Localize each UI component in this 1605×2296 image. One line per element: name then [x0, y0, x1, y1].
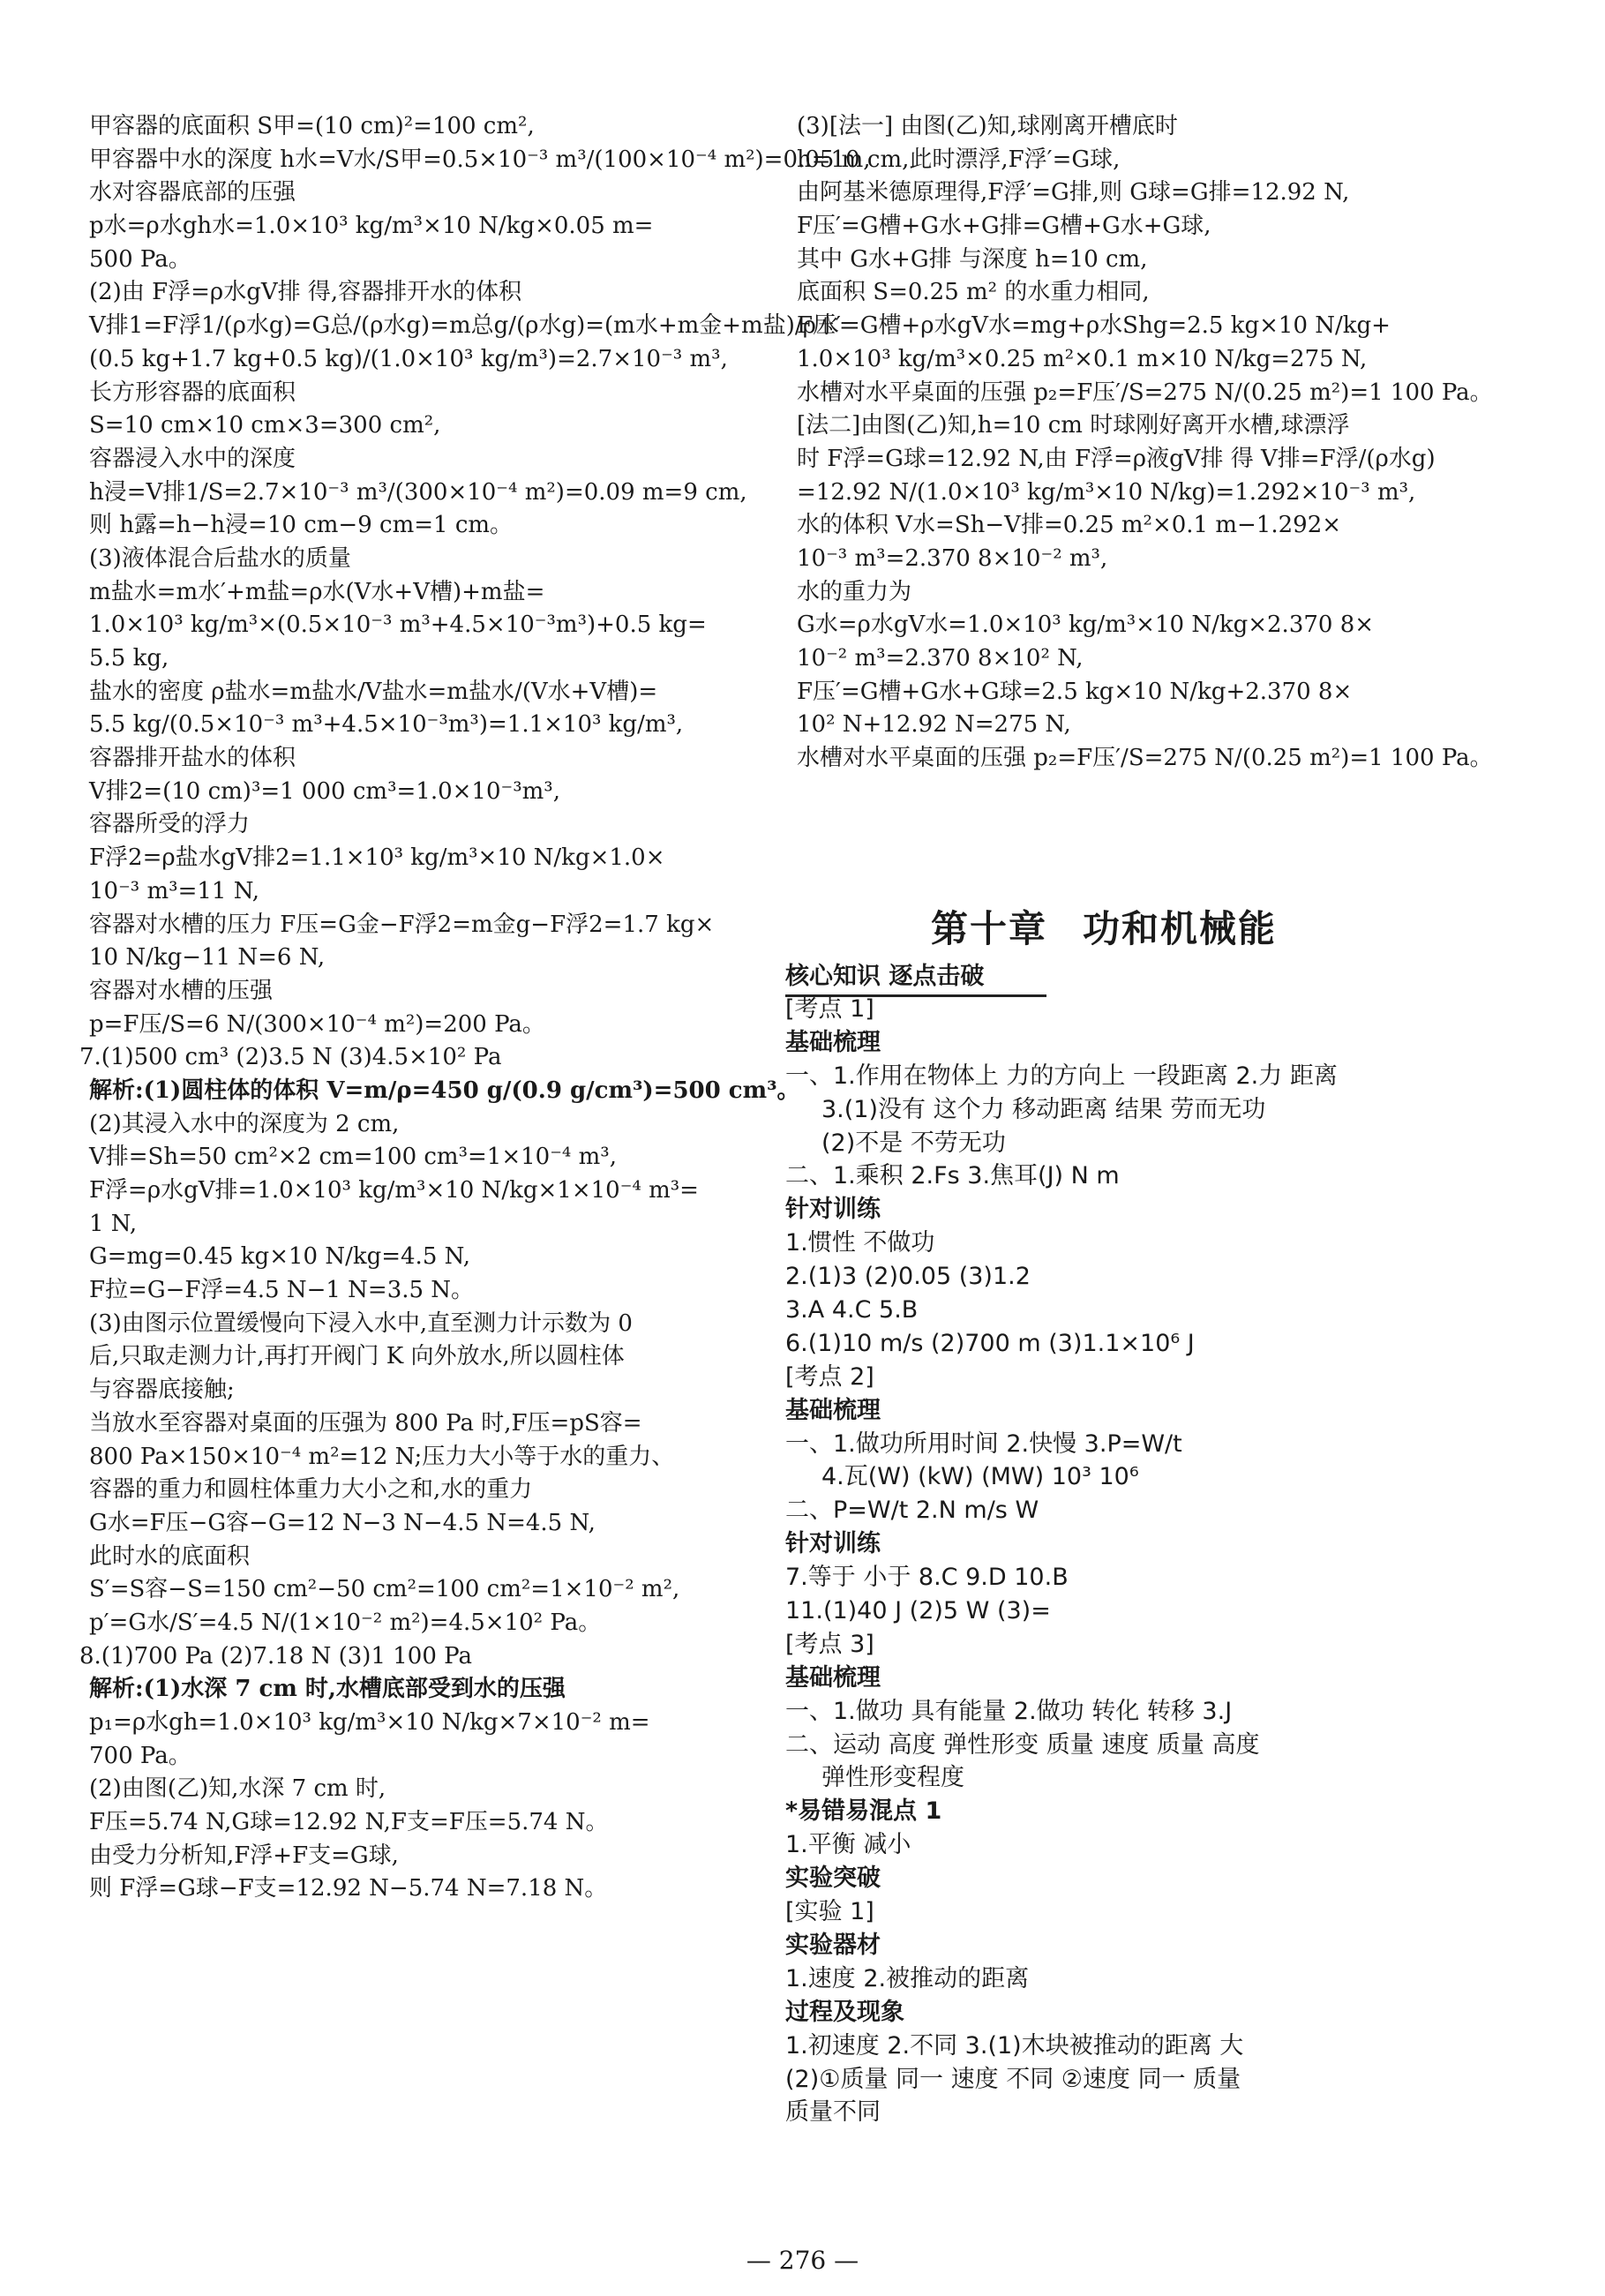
- text-line: 由阿基米德原理得,F浮′=G排,则 G球=G排=12.92 N,: [797, 179, 1350, 206]
- text-line: 800 Pa×150×10⁻⁴ m²=12 N;压力大小等于水的重力、: [89, 1443, 675, 1470]
- text-line: (3)[法一] 由图(乙)知,球刚离开槽底时: [797, 113, 1178, 139]
- text-line: [考点 1]: [785, 995, 874, 1023]
- text-line: 一、1.作用在物体上 力的方向上 一段距离 2.力 距离: [785, 1062, 1338, 1090]
- text-line: 水对容器底部的压强: [89, 179, 296, 206]
- text-line: 水槽对水平桌面的压强 p₂=F压′/S=275 N/(0.25 m²)=1 100 Pa。: [797, 745, 1493, 772]
- text-line: 则 F浮=G球−F支=12.92 N−5.74 N=7.18 N。: [89, 1875, 608, 1902]
- text-line: 容器排开盐水的体积: [89, 745, 296, 772]
- text-line: 此时水的底面积: [89, 1542, 251, 1570]
- text-line: 6.(1)10 m/s (2)700 m (3)1.1×10⁶ J: [785, 1329, 1195, 1357]
- text-line: (3)液体混合后盐水的质量: [89, 544, 351, 572]
- text-line: 基础梳理: [785, 1663, 881, 1692]
- text-line: F压′=G槽+G水+G球=2.5 kg×10 N/kg+2.370 8×: [797, 678, 1353, 705]
- text-line: 1.初速度 2.不同 3.(1)木块被推动的距离 大: [785, 2031, 1244, 2060]
- text-line: 500 Pa。: [89, 245, 191, 273]
- text-line: (2)①质量 同一 速度 不同 ②速度 同一 质量: [785, 2065, 1241, 2093]
- text-line: p水=ρ水gh水=1.0×10³ kg/m³×10 N/kg×0.05 m=: [89, 213, 654, 240]
- text-line: 7.等于 小于 8.C 9.D 10.B: [785, 1564, 1069, 1592]
- text-line: 长方形容器的底面积: [89, 379, 296, 406]
- text-line: 基础梳理: [785, 1396, 881, 1424]
- text-line: 1.惯性 不做功: [785, 1229, 935, 1257]
- text-line: m盐水=m水′+m盐=ρ水(V水+V槽)+m盐=: [89, 578, 545, 605]
- text-line: h浸=V排1/S=2.7×10⁻³ m³/(300×10⁻⁴ m²)=0.09 m=9 cm,: [89, 478, 747, 506]
- text-line: 容器的重力和圆柱体重力大小之和,水的重力: [89, 1476, 533, 1504]
- text-line: 5.5 kg,: [89, 645, 169, 672]
- chapter-number: 第十章: [931, 907, 1048, 950]
- text-line: 水槽对水平桌面的压强 p₂=F压′/S=275 N/(0.25 m²)=1 100 Pa。: [797, 379, 1493, 406]
- text-line: [考点 2]: [785, 1362, 874, 1391]
- text-line: 甲容器的底面积 S甲=(10 cm)²=100 cm²,: [89, 113, 535, 139]
- text-line: 二、运动 高度 弹性形变 质量 速度 质量 高度: [785, 1730, 1260, 1759]
- text-line: 容器对水槽的压强: [89, 977, 274, 1004]
- text-line: F压′=G槽+G水+G排=G槽+G水+G球,: [797, 213, 1211, 240]
- text-line: 甲容器中水的深度 h水=V水/S甲=0.5×10⁻³ m³/(100×10⁻⁴ m²)=0.05 m,: [89, 146, 871, 173]
- page-number: — 276 —: [746, 2246, 859, 2275]
- text-line: (2)其浸入水中的深度为 2 cm,: [89, 1110, 400, 1137]
- text-line: 一、1.做功所用时间 2.快慢 3.P=W/t: [785, 1429, 1182, 1458]
- text-line: 10² N+12.92 N=275 N,: [797, 711, 1071, 739]
- text-line: 3.A 4.C 5.B: [785, 1296, 919, 1324]
- text-line: 10⁻³ m³=11 N,: [89, 877, 260, 904]
- text-line: =12.92 N/(1.0×10³ kg/m³×10 N/kg)=1.292×10⁻³ m³,: [797, 478, 1416, 506]
- text-line: G水=F压−G容−G=12 N−3 N−4.5 N=4.5 N,: [89, 1509, 596, 1536]
- text-line: p=F压/S=6 N/(300×10⁻⁴ m²)=200 Pa。: [89, 1010, 545, 1038]
- text-line: 3.(1)没有 这个力 移动距离 结果 劳而无功: [821, 1095, 1266, 1123]
- text-line: G=mg=0.45 kg×10 N/kg=4.5 N,: [89, 1243, 470, 1271]
- text-line: 容器浸入水中的深度: [89, 445, 296, 472]
- text-line: 质量不同: [785, 2098, 881, 2127]
- text-line: 1 N,: [89, 1210, 138, 1237]
- text-line: F浮=ρ水gV排=1.0×10³ kg/m³×10 N/kg×1×10⁻⁴ m³=: [89, 1177, 699, 1204]
- right-column-top: [787, 110, 1493, 776]
- text-line: *易错易混点 1: [785, 1797, 942, 1826]
- text-line: 由受力分析知,F浮+F支=G球,: [89, 1842, 399, 1869]
- text-line: F浮2=ρ盐水gV排2=1.1×10³ kg/m³×10 N/kg×1.0×: [89, 844, 665, 872]
- text-line: 当放水至容器对桌面的压强为 800 Pa 时,F压=pS容=: [89, 1409, 642, 1437]
- text-line: 底面积 S=0.25 m² 的水重力相同,: [797, 279, 1150, 306]
- section-banner: 核心知识 逐点击破: [785, 957, 1046, 997]
- text-line: 基础梳理: [785, 1028, 881, 1056]
- text-line: S=10 cm×10 cm×3=300 cm²,: [89, 412, 441, 439]
- text-line: p′=G水/S′=4.5 N/(1×10⁻² m²)=4.5×10² Pa。: [89, 1609, 602, 1636]
- text-line: 解析:(1)圆柱体的体积 V=m/ρ=450 g/(0.9 g/cm³)=500 cm³。: [89, 1077, 800, 1104]
- text-line: F压=5.74 N,G球=12.92 N,F支=F压=5.74 N。: [89, 1809, 609, 1836]
- text-line: 实验器材: [785, 1931, 881, 1959]
- text-line: p₁=ρ水gh=1.0×10³ kg/m³×10 N/kg×7×10⁻² m=: [89, 1709, 650, 1736]
- text-line: 解析:(1)水深 7 cm 时,水槽底部受到水的压强: [89, 1676, 566, 1703]
- text-line: 盐水的密度 ρ盐水=m盐水/V盐水=m盐水/(V水+V槽)=: [89, 678, 658, 705]
- text-line: 10⁻² m³=2.370 8×10² N,: [797, 645, 1084, 672]
- text-line: 8.(1)700 Pa (2)7.18 N (3)1 100 Pa: [79, 1642, 472, 1669]
- text-line: S′=S容−S=150 cm²−50 cm²=100 cm²=1×10⁻² m²,: [89, 1576, 680, 1603]
- text-line: 10⁻³ m³=2.370 8×10⁻² m³,: [797, 544, 1108, 572]
- text-line: [实验 1]: [785, 1898, 874, 1926]
- text-line: 与容器底接触;: [89, 1377, 235, 1404]
- text-line: 二、P=W/t 2.N m/s W: [785, 1497, 1039, 1525]
- text-line: 1.速度 2.被推动的距离: [785, 1964, 1030, 1992]
- chapter-title: [931, 900, 1277, 953]
- text-line: 弹性形变程度: [821, 1764, 964, 1792]
- text-line: 11.(1)40 J (2)5 W (3)=: [785, 1597, 1051, 1625]
- text-line: 水的重力为: [797, 578, 912, 605]
- text-line: G水=ρ水gV水=1.0×10³ kg/m³×10 N/kg×2.370 8×: [797, 612, 1375, 639]
- right-column-bottom: [785, 993, 1429, 2129]
- text-line: 实验突破: [785, 1865, 881, 1893]
- text-line: 后,只取走测力计,再打开阀门 K 向外放水,所以圆柱体: [89, 1343, 625, 1370]
- text-line: 4.瓦(W) (kW) (MW) 10³ 10⁶: [821, 1463, 1139, 1491]
- text-line: 二、1.乘积 2.Fs 3.焦耳(J) N m: [785, 1162, 1120, 1190]
- text-line: (2)不是 不劳无功: [821, 1129, 1006, 1157]
- text-line: 1.0×10³ kg/m³×(0.5×10⁻³ m³+4.5×10⁻³m³)+0.5 kg=: [89, 612, 707, 639]
- text-line: 其中 G水+G排 与深度 h=10 cm,: [797, 245, 1148, 273]
- text-line: 10 N/kg−11 N=6 N,: [89, 944, 326, 972]
- text-line: 容器对水槽的压力 F压=G金−F浮2=m金g−F浮2=1.7 kg×: [89, 911, 715, 938]
- text-line: 5.5 kg/(0.5×10⁻³ m³+4.5×10⁻³m³)=1.1×10³ kg/m³,: [89, 711, 684, 739]
- text-line: 时 F浮=G球=12.92 N,由 F浮=ρ液gV排 得 V排=F浮/(ρ水g): [797, 445, 1436, 472]
- text-line: 7.(1)500 cm³ (2)3.5 N (3)4.5×10² Pa: [79, 1044, 502, 1071]
- text-line: V排1=F浮1/(ρ水g)=G总/(ρ水g)=m总g/(ρ水g)=(m水+m金+m盐)/ρ水=: [89, 312, 859, 340]
- text-line: 2.(1)3 (2)0.05 (3)1.2: [785, 1263, 1031, 1291]
- text-line: (2)由 F浮=ρ水gV排 得,容器排开水的体积: [89, 279, 522, 306]
- text-line: V排=Sh=50 cm²×2 cm=100 cm³=1×10⁻⁴ m³,: [89, 1144, 617, 1171]
- text-line: (2)由图(乙)知,水深 7 cm 时,: [89, 1775, 386, 1803]
- text-line: 1.平衡 减小: [785, 1831, 911, 1859]
- text-line: 针对训练: [785, 1196, 881, 1224]
- chapter-name: 功和机械能: [1083, 907, 1278, 950]
- text-line: 过程及现象: [785, 1998, 904, 2026]
- text-line: (0.5 kg+1.7 kg+0.5 kg)/(1.0×10³ kg/m³)=2.7×10⁻³ m³,: [89, 345, 728, 372]
- text-line: 则 h露=h−h浸=10 cm−9 cm=1 cm。: [89, 512, 514, 539]
- text-line: F拉=G−F浮=4.5 N−1 N=3.5 N。: [89, 1277, 475, 1304]
- text-line: 容器所受的浮力: [89, 811, 251, 838]
- text-line: 针对训练: [785, 1530, 881, 1558]
- text-line: 1.0×10³ kg/m³×0.25 m²×0.1 m×10 N/kg=275 N,: [797, 345, 1368, 372]
- text-line: V排2=(10 cm)³=1 000 cm³=1.0×10⁻³m³,: [89, 777, 560, 805]
- text-line: [考点 3]: [785, 1630, 874, 1658]
- text-line: 水的体积 V水=Sh−V排=0.25 m²×0.1 m−1.292×: [797, 512, 1342, 539]
- text-line: h=10 cm,此时漂浮,F浮′=G球,: [797, 146, 1121, 173]
- text-line: 700 Pa。: [89, 1742, 191, 1769]
- text-line: (3)由图示位置缓慢向下浸入水中,直至测力计示数为 0: [89, 1309, 633, 1337]
- text-line: [法二]由图(乙)知,h=10 cm 时球刚好离开水槽,球漂浮: [797, 412, 1350, 439]
- text-line: F压′=G槽+ρ水gV水=mg+ρ水Shg=2.5 kg×10 N/kg+: [797, 312, 1391, 340]
- text-line: 一、1.做功 具有能量 2.做功 转化 转移 3.J: [785, 1697, 1233, 1725]
